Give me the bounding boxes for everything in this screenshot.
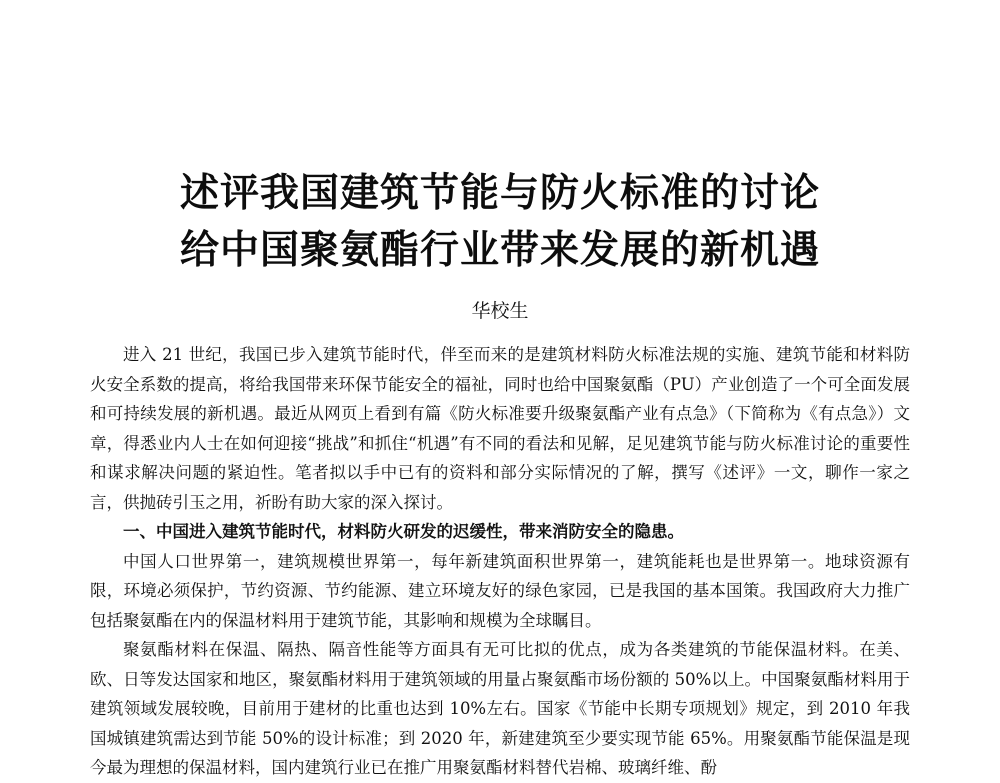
body-paragraph: 聚氨酯材料在保温、隔热、隔音性能等方面具有无可比拟的优点，成为各类建筑的节能保温材料。在美、欧、日等发达国家和地区，聚氨酯材料用于建筑领域的用量占聚氨酯市场份额的 50%以上。中国聚氨酯材料用于建筑领域发展较晚，目前用于建材的比重也达到 10%左右。国家《节能中长期专项规划》规定，到 2010 年我国城镇建筑需达到节能 50%的设计标准；到 2020 年，新建建筑至少要实现节能 65%。用聚氨酯节能保温是现今最为理想的保温材料，国内建筑行业已在推广用聚氨酯材料替代岩棉、玻璃纤维、酚 <box>90 640 910 777</box>
body-paragraph: 进入 21 世纪，我国已步入建筑节能时代，伴至而来的是建筑材料防火标准法规的实施、建筑节能和材料防火安全系数的提高，将给我国带来环保节能安全的福祉，同时也给中国聚氨酯（PU）产业创造了一个可全面发展和可持续发展的新机遇。最近从网页上看到有篇《防火标准要升级聚氨酯产业有点急》（下简称为《有点急》）文章，得悉业内人士在如何迎接“挑战”和抓住“机遇”有不同的看法和见解，足见建筑节能与防火标准讨论的重要性和谋求解决问题的紧迫性。笔者拟以手中已有的资料和部分实际情况的了解，撰写《述评》一文，聊作一家之言，供抛砖引玉之用，祈盼有助大家的深入探讨。 <box>90 345 910 512</box>
section-heading: 一、中国进入建筑节能时代，材料防火研发的迟缓性，带来消防安全的隐患。 <box>123 522 684 541</box>
article-title-line-2: 给中国聚氨酯行业带来发展的新机遇 <box>179 228 820 273</box>
article-body <box>90 340 910 783</box>
article-title-line-1: 述评我国建筑节能与防火标准的讨论 <box>179 171 820 216</box>
body-paragraph: 中国人口世界第一，建筑规模世界第一，每年新建筑面积世界第一，建筑能耗也是世界第一。地球资源有限，环境必须保护，节约资源、节约能源、建立环境友好的绿色家园，已是我国的基本国策。我国政府大力推广包括聚氨酯在内的保温材料用于建筑节能，其影响和规模为全球瞩目。 <box>90 551 910 630</box>
article-author: 华校生 <box>471 300 529 322</box>
